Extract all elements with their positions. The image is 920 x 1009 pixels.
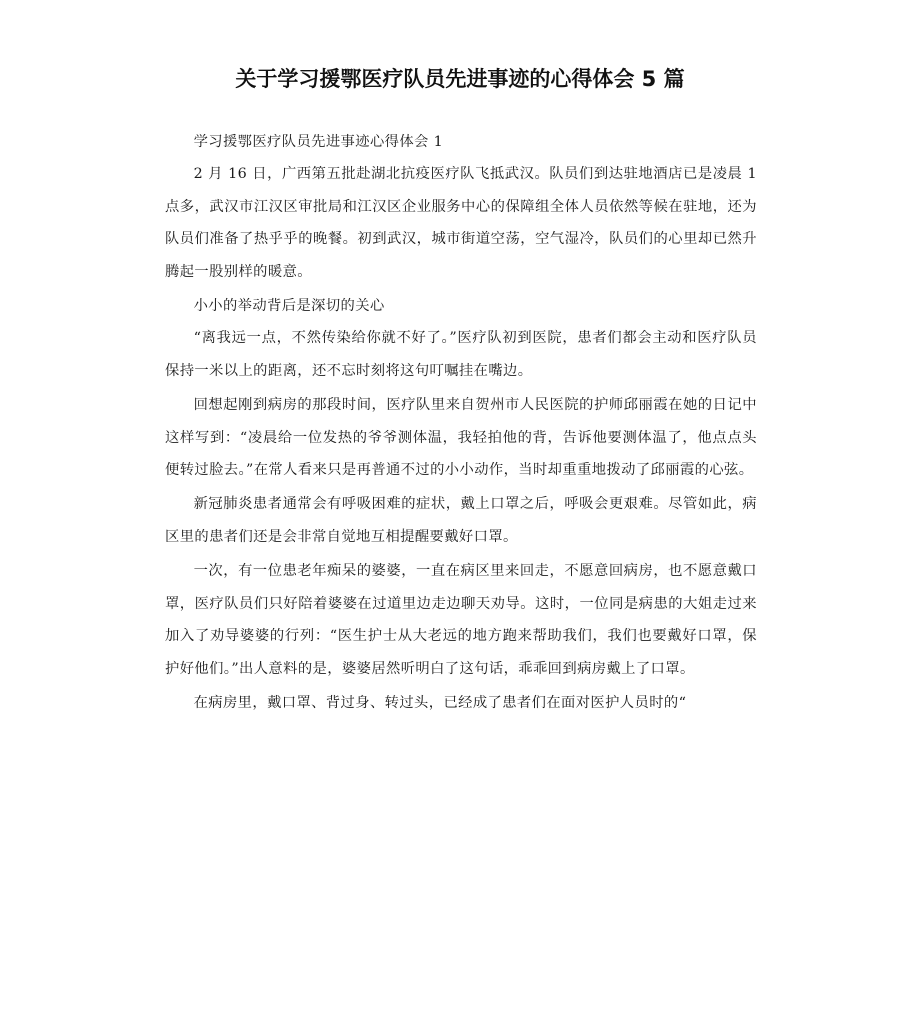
section-subheading: 小小的举动背后是深切的关心 [193, 298, 385, 315]
paragraph: 新冠肺炎患者通常会有呼吸困难的症状，戴上口罩之后，呼吸会更艰难。尽管如此，病区里的患者们还是会非常自觉地互相提醒要戴好口罩。 [165, 496, 757, 545]
document-body [165, 126, 757, 721]
paragraph: “离我远一点，不然传染给你就不好了。”医疗队初到医院，患者们都会主动和医疗队员保持一米以上的距离，还不忘时刻将这句叮嘱挂在嘴边。 [165, 330, 757, 379]
paragraph: 2 月 16 日，广西第五批赴湖北抗疫医疗队飞抵武汉。队员们到达驻地酒店已是凌晨 1 点多，武汉市江汉区审批局和江汉区企业服务中心的保障组全体人员依然等候在驻地，还为队员们准备了热乎乎的晚餐。初到武汉，城市街道空荡，空气湿冷，队员们的心里却已然升腾起一股别样的暖意。 [165, 166, 757, 280]
document-title: 关于学习援鄂医疗队员先进事迹的心得体会 5 篇 [235, 67, 685, 91]
paragraph: 在病房里，戴口罩、背过身、转过头，已经成了患者们在面对医护人员时的“ [193, 694, 687, 711]
paragraph: 一次，有一位患老年痴呆的婆婆，一直在病区里来回走，不愿意回病房，也不愿意戴口罩，医疗队员们只好陪着婆婆在过道里边走边聊天劝导。这时，一位同是病患的大姐走过来加入了劝导婆婆的行列：“医生护士从大老远的地方跑来帮助我们，我们也要戴好口罩，保护好他们。”出人意料的是，婆婆居然听明白了这句话，乖乖回到病房戴上了口罩。 [165, 563, 757, 677]
section-heading: 学习援鄂医疗队员先进事迹心得体会 1 [193, 134, 444, 150]
paragraph: 回想起刚到病房的那段时间，医疗队里来自贺州市人民医院的护师邱丽霞在她的日记中这样写到：“凌晨给一位发热的爷爷测体温，我轻拍他的背，告诉他要测体温了，他点点头便转过脸去。”在常人看来只是再普通不过的小小动作，当时却重重地拨动了邱丽霞的心弦。 [165, 397, 757, 479]
